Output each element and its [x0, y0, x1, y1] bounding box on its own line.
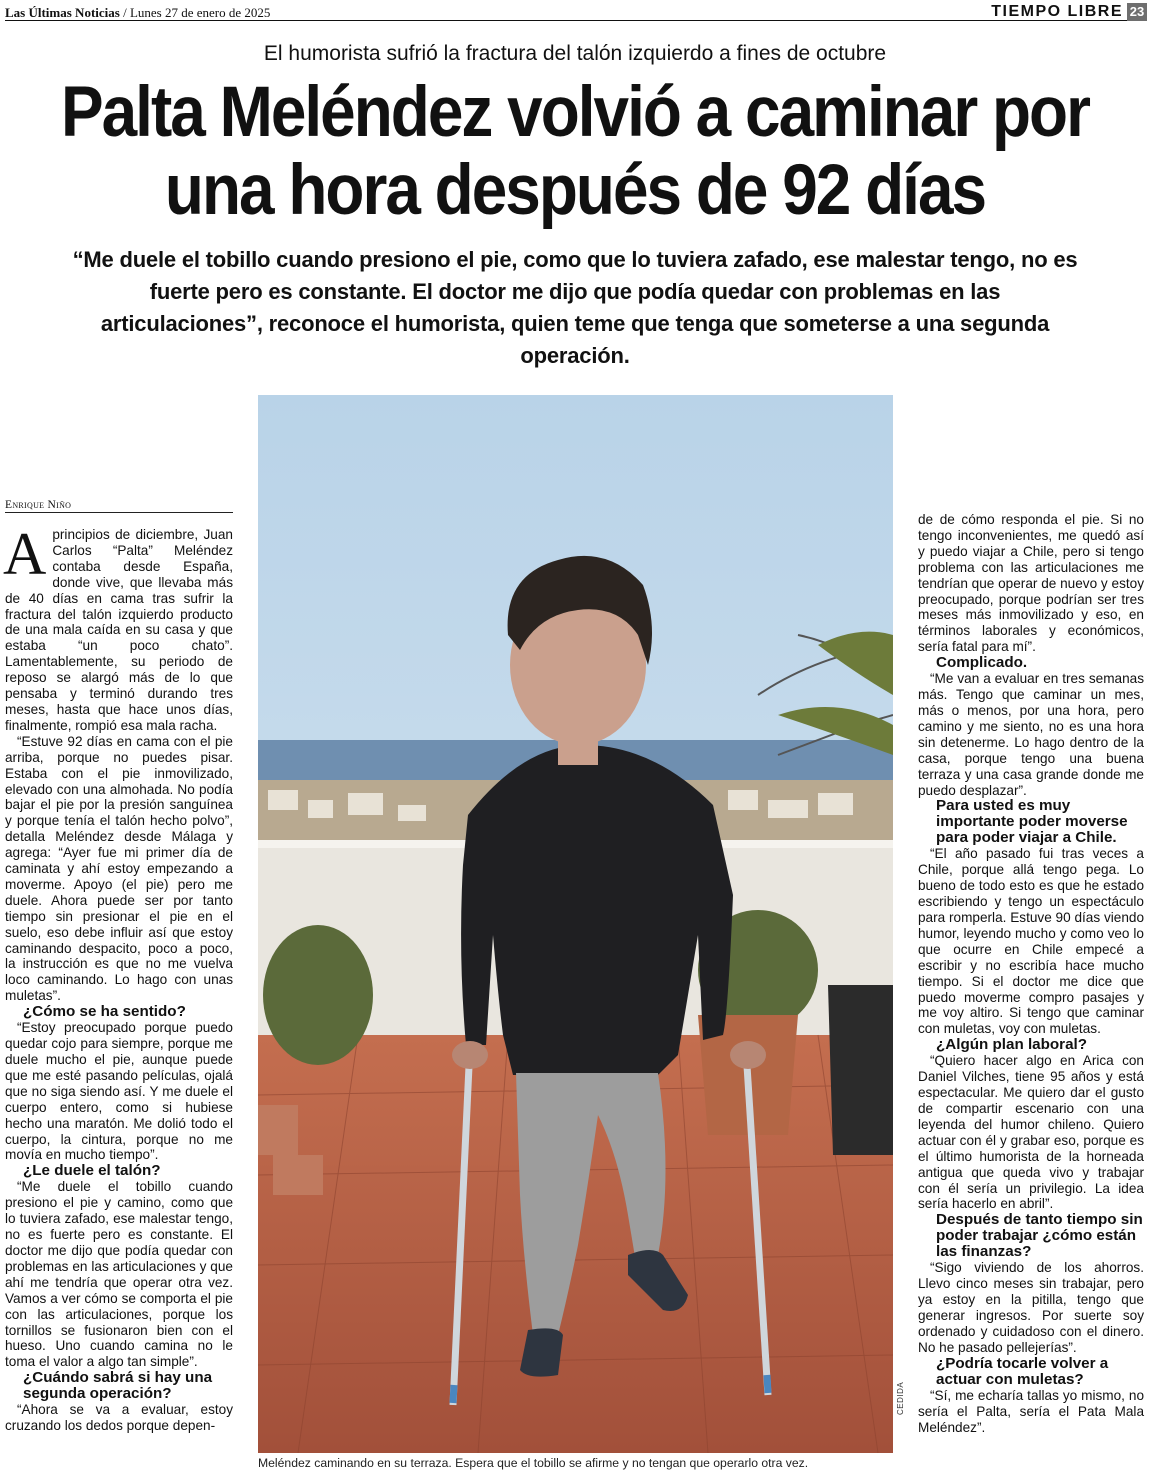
- question-heading: [918, 655, 1144, 671]
- article-kicker: El humorista sufrió la fractura del talón izquierdo a fines de octubre: [263, 42, 887, 65]
- photo-caption: Meléndez caminando en su terraza. Espera que el tobillo se afirme y no tengan que operarlo otra vez.: [258, 1456, 809, 1470]
- body-paragraph: [918, 512, 1144, 655]
- article-deck: “Me duele el tobillo cuando presiono el pie, como que lo tuviera zafado, ese malestar tengo, no es fuerte pero es constante. El doctor me dijo que podía quedar con problemas en las articulaciones”, reconoce el humorista, quien teme que tenga que someterse a una segunda operación.: [72, 247, 1078, 368]
- text-column-right: [918, 512, 1144, 1436]
- paragraph-text: de de cómo responda el pie. Si no tengo inconvenientes, me quedó así y puedo viajar a Chile, pero si tengo problema con las articulaciones me tendrían que operar de nuevo y estoy preocupado, porque podrían ser tres meses más inmovilizado y eso, en términos laborales y económicos, sería fatal para mí”.: [918, 512, 1144, 655]
- question-text: ¿Cuándo sabrá si hay una segunda operación?: [23, 1369, 213, 1403]
- question-text: Complicado.: [936, 654, 1028, 672]
- page-number: 23: [1127, 3, 1147, 21]
- body-paragraph: [3, 521, 233, 734]
- article-photo: [258, 395, 893, 1453]
- publication-line: [5, 5, 270, 21]
- question-text: ¿Podría tocarle volver a actuar con muletas?: [936, 1354, 1109, 1388]
- headline-line-1: Palta Meléndez volvió a caminar por: [60, 73, 1090, 152]
- question-text: ¿Cómo se ha sentido?: [23, 1003, 186, 1021]
- body-paragraph: [918, 1053, 1144, 1212]
- question-heading: [918, 798, 1144, 846]
- question-heading: [918, 1356, 1144, 1388]
- question-text: Después de tanto tiempo sin poder trabajar ¿cómo están las finanzas?: [936, 1211, 1143, 1261]
- body-paragraph: [918, 671, 1144, 798]
- question-heading: [5, 1163, 233, 1179]
- section-name: TIEMPO LIBRE: [991, 3, 1123, 20]
- photo-illustration: [258, 395, 893, 1453]
- question-heading: [5, 1004, 233, 1020]
- paragraph-text: “Estuve 92 días en cama con el pie arriba, porque no puedes pisar. Estaba con el pie inmovilizado, elevado con una almohada. No podía bajar el pie por la presión sanguínea y porque tenía el talón hecho polvo”, detalla Meléndez desde Málaga y agrega: “Ayer fue mi primer día de caminata y ahí estoy empezando a moverme. Apoyo (el pie) pero me duele. Ahora puede ser por tanto tiempo sin presionar el pie en el suelo, eso debe influir así que estoy caminando despacito, poco a poco, la instrucción es que no me vuelva loco caminando. Lo hago con unas muletas”.: [5, 733, 233, 1004]
- paragraph-text: “Ahora se va a evaluar, estoy cruzando los dedos porque depen-: [5, 1402, 233, 1434]
- article-headline: [58, 74, 1093, 230]
- drop-cap: A: [3, 521, 47, 587]
- issue-date: / Lunes 27 de enero de 2025: [123, 5, 271, 20]
- byline: Enrique Niño: [5, 499, 233, 513]
- paragraph-text: principios de diciembre, Juan Carlos “Palta” Meléndez contaba desde España, donde vive, que llevaba más de 40 días en cama tras sufrir la fractura del talón izquierdo producto de una mala caída en su casa y que estaba “un poco chato”. Lamentablemente, su periodo de reposo se alargó más de lo que pensaba y terminó durando tres meses, hasta que hace unos días, finalmente, rompió esa mala racha.: [5, 527, 233, 733]
- paragraph-text: “Quiero hacer algo en Arica con Daniel Vilches, tiene 95 años y está espectacular. Me quiero dar el gusto de compartir escenario con una leyenda del humor chileno. Quiero actuar con él y grabar eso, porque es el último humorista de la horneada antigua que queda vivo y trabajar con él sería un privilegio. La idea sería hacerlo en abril”.: [918, 1053, 1144, 1212]
- body-paragraph: [918, 1388, 1144, 1436]
- paragraph-text: “Sigo viviendo de los ahorros. Llevo cinco meses sin trabajar, pero ya estoy en la pitilla, tengo que generar ingresos. Por suerte soy ordenado y cuidadoso con el dinero. No he pasado pellejerías”.: [918, 1260, 1144, 1355]
- body-paragraph: [918, 846, 1144, 1037]
- paragraph-text: “Me duele el tobillo cuando presiono el pie y camino, como que lo tuviera zafado, ese malestar tengo, no es fuerte pero es constante. El doctor me dijo que podía quedar con problemas en las articulaciones y que ahí me tendría que operar otra vez. Vamos a ver cómo se comporta el pie con las articulaciones, porque los tornillos se fusionaron bien con el hueso. Uno cuando camina no le toma el valor a algo tan simple”.: [5, 1179, 233, 1370]
- paragraph-text: “Sí, me echaría tallas yo mismo, no sería el Palta, sería el Pata Mala Meléndez”.: [918, 1387, 1144, 1435]
- paragraph-text: “El año pasado fui tras veces a Chile, porque allá tengo pega. Lo bueno de todo esto es que he estado escribiendo y tengo un espectáculo para romperla. Estuve 90 días viendo humor, leyendo mucho y como veo lo que ocurre en Chile empecé a escribir y no escribía hace mucho tiempo. Si el doctor me dice que puedo moverme compro pasajes y me voy altiro. Si tengo que caminar con muletas, voy con muletas.: [918, 846, 1144, 1037]
- publication-name: Las Últimas Noticias: [5, 5, 120, 20]
- body-paragraph: [5, 1179, 233, 1370]
- question-text: ¿Algún plan laboral?: [936, 1036, 1088, 1054]
- question-text: ¿Le duele el talón?: [23, 1162, 161, 1180]
- question-heading: [5, 1370, 233, 1402]
- question-heading: [918, 1212, 1144, 1260]
- paragraph-text: “Me van a evaluar en tres semanas más. Tengo que caminar un mes, más o menos, por una hora, pero camino y me siento, no es una hora sin detenerme. Lo hago dentro de la casa, porque tengo una buena terraza y una casa grande donde me puedo desplazar”.: [918, 671, 1144, 798]
- masthead: [5, 3, 1147, 21]
- headline-line-2: una hora después de 92 días: [164, 151, 986, 230]
- body-paragraph: [5, 734, 233, 1004]
- question-heading: [918, 1037, 1144, 1053]
- body-paragraph: [918, 1260, 1144, 1355]
- body-paragraph: [5, 1402, 233, 1434]
- question-text: Para usted es muy importante poder moverse para poder viajar a Chile.: [936, 797, 1128, 847]
- photo-credit: CEDIDA: [896, 1381, 905, 1415]
- text-column-left: [3, 521, 233, 1434]
- paragraph-text: “Estoy preocupado porque puedo quedar cojo para siempre, porque me duele mucho el pie, aunque puede que me esté pasando películas, ojalá que no siga siendo así. Y me duele el cuerpo entero, como si hubiese hecho una maratón. Me dolió todo el cuerpo, la cintura, porque no me movía en mucho tiempo”.: [5, 1020, 233, 1163]
- body-paragraph: [5, 1020, 233, 1163]
